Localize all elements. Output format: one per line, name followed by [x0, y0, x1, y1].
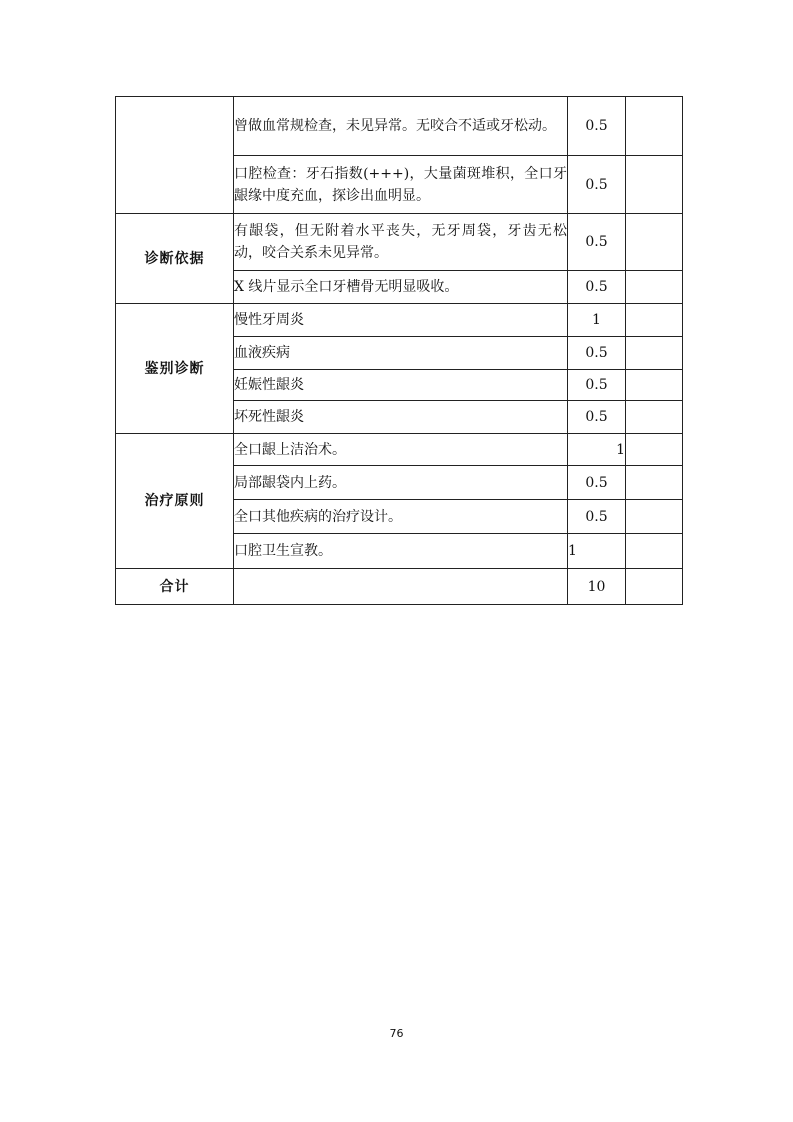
blank-cell	[626, 434, 683, 466]
item-score: 0.5	[568, 156, 626, 214]
blank-cell	[626, 271, 683, 304]
item-text: 口腔卫生宣教。	[234, 534, 568, 569]
page-number: 76	[389, 1027, 404, 1040]
blank-cell	[626, 304, 683, 337]
scoring-table	[115, 96, 683, 605]
item-text: X 线片显示全口牙槽骨无明显吸收。	[234, 271, 568, 304]
item-text: 慢性牙周炎	[234, 304, 568, 337]
blank-cell	[626, 401, 683, 434]
table-row	[116, 214, 683, 271]
item-text: 血液疾病	[234, 337, 568, 370]
item-score: 0.5	[568, 466, 626, 500]
item-text: 坏死性龈炎	[234, 401, 568, 434]
item-score: 1	[568, 304, 626, 337]
blank-cell	[626, 466, 683, 500]
table-row	[116, 434, 683, 466]
blank-cell	[626, 500, 683, 534]
blank-cell	[626, 569, 683, 605]
item-score: 1	[568, 434, 626, 466]
blank-cell	[626, 214, 683, 271]
section-label-diagnosis-basis: 诊断依据	[116, 214, 234, 304]
blank-cell	[626, 534, 683, 569]
item-score: 0.5	[568, 214, 626, 271]
blank-cell	[626, 370, 683, 401]
item-score: 1	[568, 534, 626, 569]
item-text: 全口其他疾病的治疗设计。	[234, 500, 568, 534]
item-text: 妊娠性龈炎	[234, 370, 568, 401]
item-text: 曾做血常规检查，未见异常。无咬合不适或牙松动。	[234, 97, 568, 156]
total-label: 合计	[116, 569, 234, 605]
total-row	[116, 569, 683, 605]
blank-cell	[626, 337, 683, 370]
section-label-differential-diagnosis: 鉴别诊断	[116, 304, 234, 434]
item-score: 0.5	[568, 97, 626, 156]
item-score: 0.5	[568, 370, 626, 401]
blank-cell	[626, 156, 683, 214]
item-score: 0.5	[568, 401, 626, 434]
item-score: 0.5	[568, 271, 626, 304]
blank-cell	[626, 97, 683, 156]
item-score: 0.5	[568, 500, 626, 534]
section-label-treatment-principle: 治疗原则	[116, 434, 234, 569]
table-row	[116, 97, 683, 156]
table-row	[116, 304, 683, 337]
item-text: 全口龈上洁治术。	[234, 434, 568, 466]
item-score: 0.5	[568, 337, 626, 370]
section-cell-continued	[116, 97, 234, 214]
item-text: 口腔检查：牙石指数(+++)，大量菌斑堆积，全口牙龈缘中度充血，探诊出血明显。	[234, 156, 568, 214]
blank-cell	[234, 569, 568, 605]
item-text: 局部龈袋内上药。	[234, 466, 568, 500]
item-text: 有龈袋，但无附着水平丧失，无牙周袋，牙齿无松动，咬合关系未见异常。	[234, 214, 568, 271]
total-score: 10	[568, 569, 626, 605]
